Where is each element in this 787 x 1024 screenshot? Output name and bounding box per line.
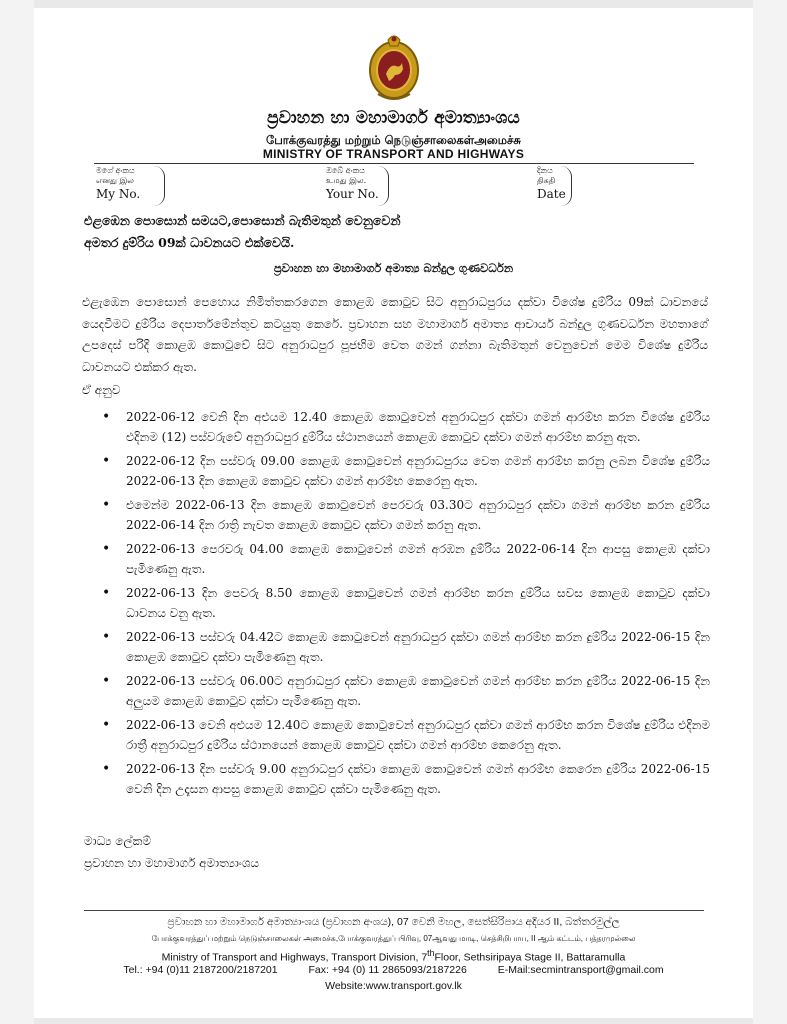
- signature-ministry: ප්‍රවාහන හා මහාමාර්ග අමාත්‍යාංශය: [84, 856, 260, 870]
- bullet-icon: •: [102, 629, 111, 645]
- ref-label-en: My No.: [96, 187, 141, 201]
- footer-fax: Fax: +94 (0) 11 2865093/2187226: [308, 964, 467, 976]
- ref-my-no: [96, 166, 140, 201]
- list-item: [102, 716, 710, 755]
- list-item: [102, 452, 710, 491]
- list-item: [102, 408, 710, 447]
- footer-divider: [84, 910, 704, 911]
- list-item-text: 2022-06-13 දින පස්වරු 9.00 අනුරාධපුර දක්වා කොළඹ කොටුවෙන් ගමන් ආරම්භ කෙරෙන දුම්රිය 2022-06-15 වෙනි දින උදෑසන ආපසු කොළඹ කොටුව දක්වා පැමිණෙනු ඇත.: [126, 762, 710, 796]
- header-divider: [94, 163, 694, 164]
- ref-bracket: [154, 166, 165, 206]
- ministry-name-sinhala: ප්‍රවාහන හා මහාමාර්ග අමාත්‍යාංශය: [267, 108, 520, 128]
- ref-bracket: [561, 166, 572, 206]
- bullet-icon: •: [102, 497, 111, 513]
- footer-contacts: [34, 964, 753, 976]
- bullet-icon: •: [102, 761, 111, 777]
- ministry-name-english: MINISTRY OF TRANSPORT AND HIGHWAYS: [262, 147, 525, 161]
- ref-label-ta: எனது இல: [96, 176, 134, 185]
- ref-label-ta: உமது இல.: [326, 176, 367, 185]
- list-item-text: 2022-06-12 දින පස්වරු 09.00 කොළඹ කොටුවෙන් අනුරාධපුරය වෙත ගමන් ආරම්භ කරනු ලබන විශේෂ දුම්රිය 2022-06-13 දින කොළඹ කොටුව දක්වා ගමන් ආරම්භ කෙරෙනු ඇත.: [126, 454, 710, 488]
- sri-lanka-emblem-icon: [364, 30, 424, 104]
- list-item: [102, 628, 710, 667]
- list-item: [102, 540, 710, 579]
- list-intro: ඒ අනුව: [82, 383, 121, 397]
- footer-address-sinhala: ප්‍රවාහන හා මහාමාර්ග අමාත්‍යාංශය (ප්‍රවාහන අංශය), 07 වෙනි මහල, සෙත්සිරිපාය අදියර II, බත්තරමුල්ල: [167, 916, 620, 928]
- list-item: [102, 584, 710, 623]
- viewer-margin-right: [753, 0, 787, 1024]
- train-schedule-list: [102, 408, 710, 804]
- bullet-icon: •: [102, 409, 111, 425]
- footer-address-a: Ministry of Transport and Highways, Transport Division, 7: [161, 951, 428, 964]
- bullet-icon: •: [102, 585, 111, 601]
- footer-address-b: Floor, Sethsiripaya Stage II, Battaramulla: [434, 951, 626, 964]
- viewer-margin-left: [0, 0, 34, 1024]
- footer-address-sup: th: [427, 948, 435, 958]
- list-item-text: 2022-06-13 වෙනි අළුයම 12.40ට කොළඹ කොටුවෙන් අනුරාධපුර දක්වා ගමන් ආරම්භ කරන විශේෂ දුම්රිය එදිනම රාත්‍රී අනුරාධපුර දුම්රිය ස්ථානයෙන් කොළඹ කොටුව දක්වා ගමන් ආරම්භ කෙරෙනු ඇත.: [126, 718, 710, 752]
- footer-email[interactable]: E-Mail:secmintransport@gmail.com: [497, 964, 664, 976]
- ref-bracket: [378, 166, 389, 206]
- list-item: [102, 672, 710, 711]
- bullet-icon: •: [102, 717, 111, 733]
- ref-label-si: දිනය: [537, 166, 553, 175]
- footer-address-tamil: போக்குவரத்துப் மற்றும் நெடுஞ்சாலைகள் அமைச்சு,போக்குவரத்துப் பிரிவு, 07ஆவது மாடி, செத்சிறிபாய, II ஆம் கட்டம், பத்தரமுல்லை: [151, 934, 636, 943]
- list-item-text: 2022-06-13 පෙරවරු 04.00 කොළඹ කොටුවෙන් ගමන් අරඹන දුම්රිය 2022-06-14 දින ආපසු කොළඹ දක්වා පැමිණෙනු ඇත.: [126, 542, 710, 576]
- ref-your-no: [326, 166, 379, 201]
- byline: ප්‍රවාහන හා මහාමාර්ග අමාත්‍ය බන්දුල ගුණවර්ධන: [273, 261, 514, 275]
- bullet-icon: •: [102, 453, 111, 469]
- ref-label-en: Date: [537, 187, 566, 201]
- signature-title: මාධ්‍ය ලේකම්: [84, 834, 151, 848]
- intro-paragraph: එළැඹෙන පොසොන් පෙහොය නිමිත්තකරගෙන කොළඹ කොටුව සිට අනුරාධපුරය දක්වා විශේෂ දුම්රිය 09ක් ධාවනයේ යෙදවීමට දුම්රිය දෙපාර්තමේන්තුව කටයුතු කෙරේ. ප්‍රවාහන සහ මහාමාර්ග අමාත්‍ය ආචාර්ය බන්දුල ගුණවර්ධන මහතාගේ උපදෙස් පරිදි කොළඹ කොටුවේ සිට අනුරාධපුර පූජභිම වෙත ගමන් ගන්නා බැතිමතුන් වෙනුවෙන් මෙම විශේෂ දුම්රිය ධාවනයට එක්කර ඇත.: [82, 295, 708, 374]
- list-item: [102, 496, 710, 535]
- list-item: [102, 760, 710, 799]
- ref-label-ta: திகதி: [537, 176, 556, 185]
- ref-date: [537, 166, 566, 201]
- ref-label-si: මගේ අංකය: [96, 166, 135, 175]
- document-page: [34, 8, 753, 1018]
- footer-tel: Tel.: +94 (0)11 2187200/2187201: [123, 964, 278, 976]
- headline-line-1: එළඹෙන පොසොන් සමයට,පොසොන් බැතිමතුන් වෙනුවෙන්: [84, 213, 401, 228]
- list-item-text: 2022-06-13 පස්වරු 04.42ට කොළඹ කොටුවෙන් අනුරාධපුර දක්වා ගමන් ආරම්භ කරන දුම්රිය 2022-06-15 දින කොළඹ කොටුව දක්වා පැමිණෙනු ඇත.: [126, 630, 710, 664]
- list-item-text: 2022-06-12 වෙනි දින අළුයම 12.40 කොළඹ කොටුවෙන් අනුරාධපුර දක්වා ගමන් ආරම්භ කරන විශේෂ දුම්රිය එදිනම (12) පස්වරුවේ අනුරාධපුර දුම්රිය ස්ථානයෙන් කොළඹ කොටුව දක්වා ගමන් ආරම්භ කරනු ඇත.: [126, 410, 710, 444]
- headline-line-2: අමතර දුම්රිය 09ක් ධාවනයට එක්වෙයි.: [84, 235, 295, 250]
- list-item-text: 2022-06-13 දින පෙවරු 8.50 කොළඹ කොටුවෙන් ගමන් ආරම්භ කරන දුම්රිය සවස කොළඹ කොටුව දක්වා ධාවනය වනු ඇත.: [126, 586, 710, 620]
- bullet-icon: •: [102, 673, 111, 689]
- footer-address-english: [34, 948, 753, 964]
- list-item-text: එමෙන්ම 2022-06-13 දින කොළඹ කොටුවෙන් පෙරවරු 03.30ට අනුරාධපුර දක්වා ගමන් ආරම්භ කරන දුම්රිය 2022-06-14 දින රාත්‍රි නැවත කොළඹ කොටුව දක්වා ගමන් කරනු ඇත.: [126, 498, 710, 532]
- list-item-text: 2022-06-13 පස්වරු 06.00ට අනුරාධපුර දක්වා කොළඹ කොටුවෙන් ගමන් ආරම්භ කරන දුම්රිය 2022-06-15 දින අලුයම කොළඹ කොටුව දක්වා පැමිණෙනු ඇත.: [126, 674, 710, 708]
- bullet-icon: •: [102, 541, 111, 557]
- ref-label-si: ඔබේ අංකය: [326, 166, 365, 175]
- ministry-name-tamil: போக்குவரத்து மற்றும் நெடுஞ்சாலைகள்அமைச்சு: [266, 133, 521, 147]
- ref-label-en: Your No.: [326, 187, 379, 201]
- footer-website[interactable]: Website:www.transport.gov.lk: [325, 980, 462, 992]
